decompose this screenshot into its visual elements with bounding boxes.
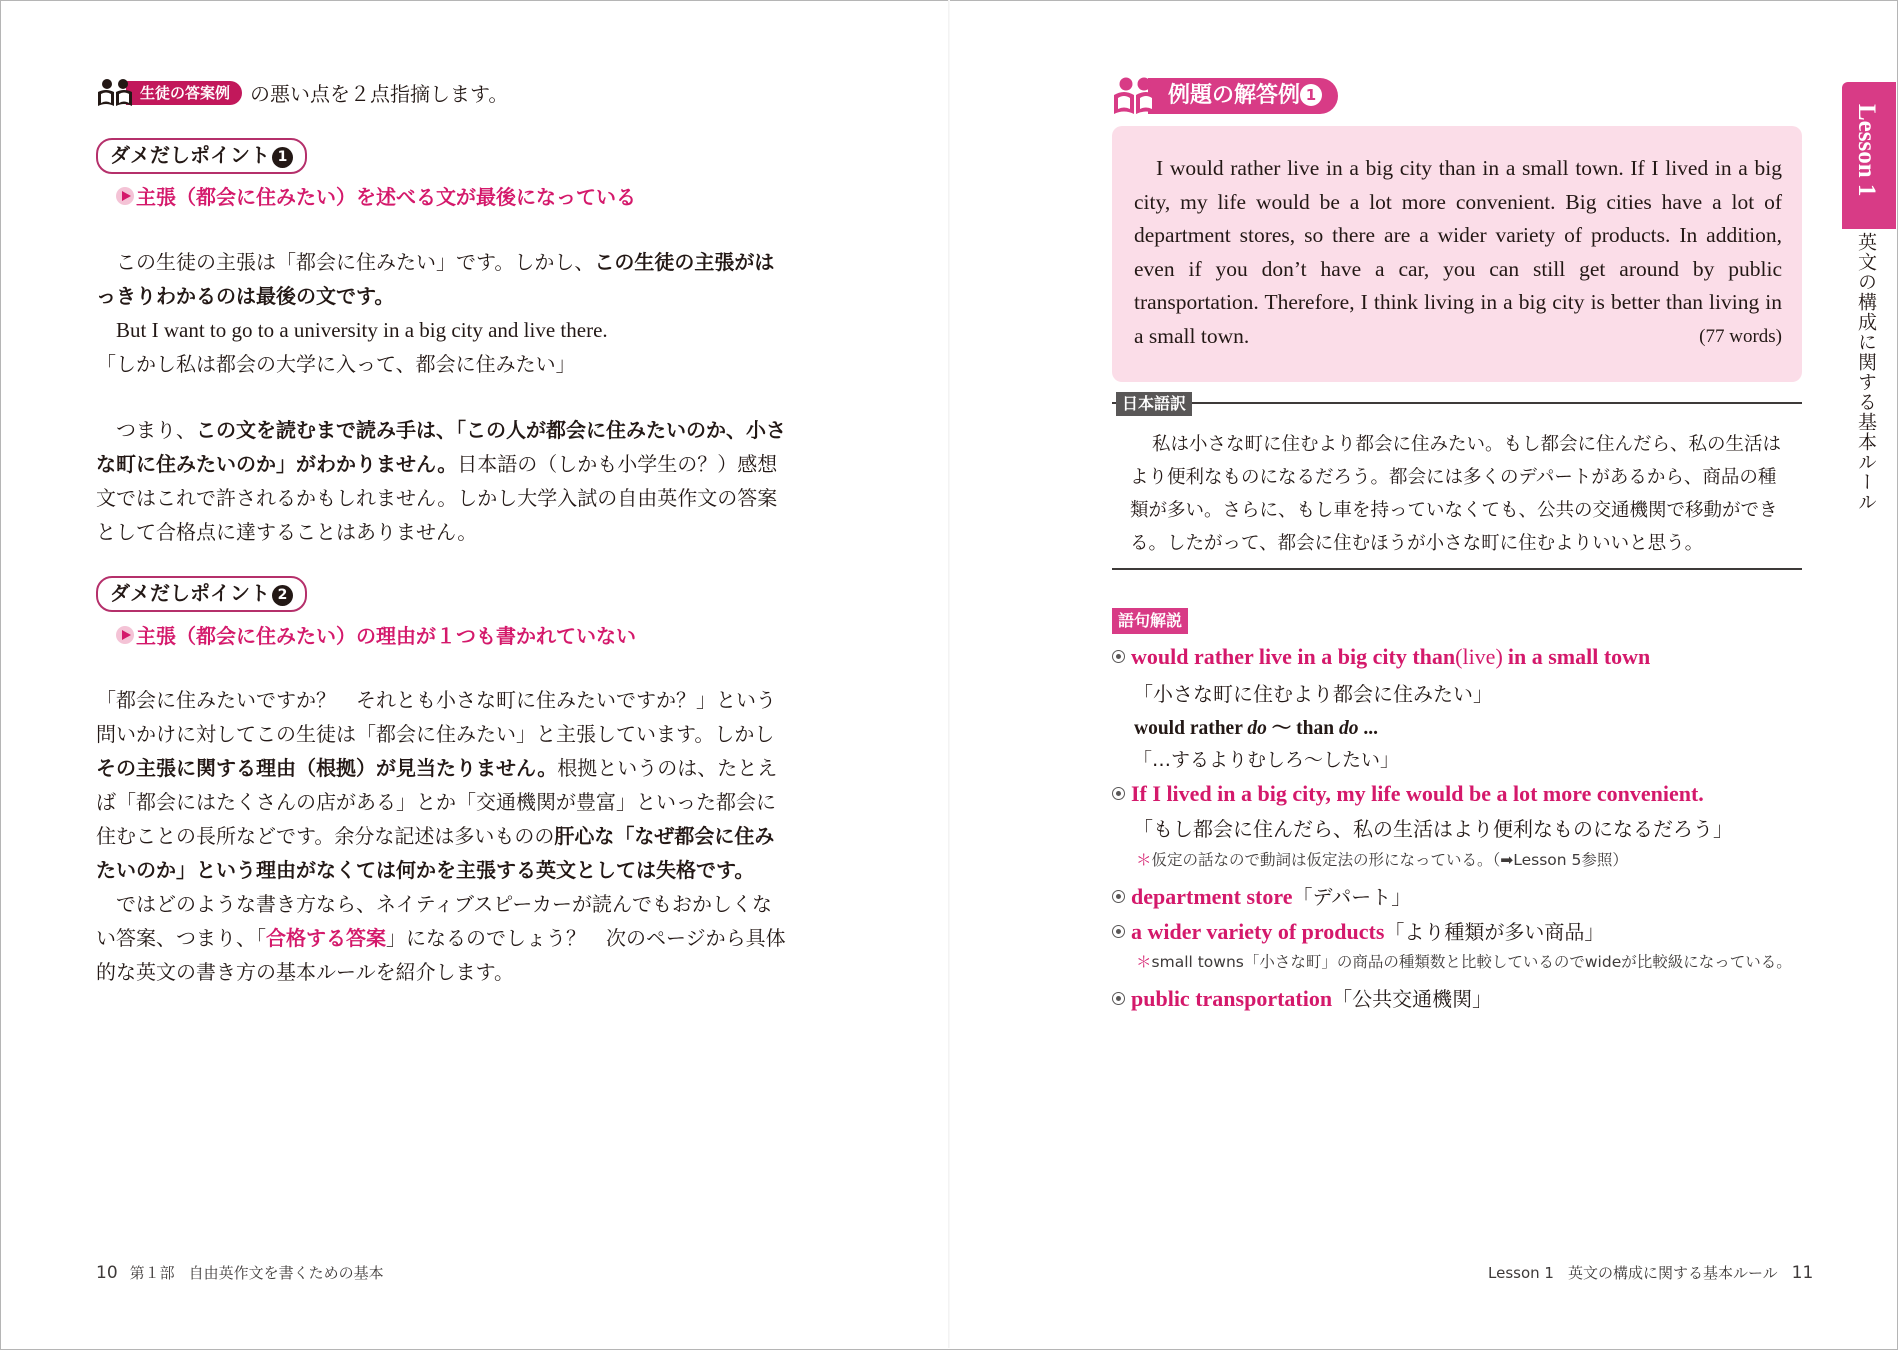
japanese-translation-section	[1112, 394, 1802, 570]
students-book-icon	[1112, 76, 1158, 116]
paragraph-3-emphasis-2: 肝心な「なぜ都会に住みたいのか」という理由がなくては何かを主張する英文としては失格です。	[96, 824, 775, 882]
play-arrow-icon	[116, 626, 134, 644]
glossary-item-1: would rather live in a big city than(live) in a small town	[1112, 644, 1650, 670]
bullet-icon	[1112, 925, 1125, 938]
glossary-item-2: If I lived in a big city, my life would be a lot more convenient.	[1112, 781, 1704, 807]
paragraph-3-emphasis: その主張に関する理由（根拠）が見当たりません。	[96, 756, 558, 780]
student-answer-badge-label: 生徒の答案例	[126, 81, 242, 105]
bullet-icon	[1112, 992, 1125, 1005]
example-japanese-translation: 「しかし私は都会の大学に入って、都会に住みたい」	[96, 352, 576, 376]
translation-text: 私は小さな町に住むより都会に住みたい。もし都会に住んだら、私の生活はより便利なものになるだろう。都会には多くのデパートがあるから、商品の種類が多い。さらに、もし車を持っていなくても、公共の交通機関で移動ができる。したがって、都会に住むほうが小さな町に住むよりいいと思う。	[1130, 434, 1782, 554]
example-answer-heading-label: 例題の解答例 1	[1148, 78, 1338, 114]
glossary-item-1-jp: 「小さな町に住むより都会に住みたい」	[1133, 682, 1493, 706]
dame-point-1	[96, 138, 786, 174]
glossary-item-5: public transportation「公共交通機関」	[1112, 983, 1492, 1012]
word-count: (77 words)	[1699, 326, 1782, 347]
students-book-icon	[96, 78, 134, 108]
point-number-badge: 2	[272, 585, 293, 606]
student-answer-badge	[96, 79, 242, 107]
page-gutter	[948, 0, 950, 1348]
bullet-icon	[1112, 787, 1125, 800]
right-footer: Lesson 1 英文の構成に関する基本ルール 11	[1488, 1263, 1814, 1283]
lesson-side-title: 英文の構成に関する基本ルール	[1855, 232, 1877, 512]
glossary-label: 語句解説	[1112, 608, 1188, 634]
example-english-sentence: But I want to go to a university in a big city and live there.	[116, 318, 608, 342]
answer-box	[1112, 126, 1802, 382]
glossary-item-3: department store「デパート」	[1112, 881, 1411, 910]
answer-text: I would rather live in a big city than in a small town. If I lived in a big city, my life would be a lot more convenient. Big cities have a lot of department stores, so there are a wider variety of products. In addition, even if you don’t have a car, you can still get around by public transportation. Therefore, I think living in a big city is better than living in a small town.	[1134, 156, 1782, 348]
example-answer-heading	[1112, 76, 1802, 116]
bullet-icon	[1112, 650, 1125, 663]
dame-point-1-sub: 主張（都会に住みたい）を述べる文が最後になっている	[116, 181, 806, 210]
page-number-left: 10	[96, 1263, 118, 1283]
lesson-tab-divider	[1842, 227, 1896, 229]
dame-point-2	[96, 576, 786, 612]
page-number-right: 11	[1791, 1263, 1814, 1283]
translation-label: 日本語訳	[1116, 392, 1192, 416]
paragraph-1: この生徒の主張は「都会に住みたい」です。しかし、この生徒の主張がはっきりわかるのは最後の文です。 But I want to go to a university in a big city and live there. 「しかし私は都会の大学に入って、都会に住みたい」	[96, 245, 786, 381]
point-number-badge: 1	[272, 147, 293, 168]
glossary-item-2-jp: 「もし都会に住んだら、私の生活はより便利なものになるだろう」	[1133, 817, 1733, 841]
dame-point-2-label: ダメだしポイント 2	[96, 576, 307, 612]
glossary-item-4: a wider variety of products「より種類が多い商品」	[1112, 916, 1604, 945]
passing-answer-highlight: 合格する答案	[266, 926, 386, 950]
paragraph-2: つまり、この文を読むまで読み手は、「この人が都会に住みたいのか、小さな町に住みたいのか」がわかりません。日本語の（しかも小学生の？）感想文ではこれで許されるかもしれません。しかし大学入試の自由英作文の答案として合格点に達することはありません。	[96, 418, 786, 544]
bullet-icon	[1112, 890, 1125, 903]
dame-point-1-label: ダメだしポイント 1	[96, 138, 307, 174]
play-arrow-icon	[116, 187, 134, 205]
glossary-item-2-note: ＊仮定の話なので動詞は仮定法の形になっている。（➡Lesson 5参照）	[1136, 851, 1628, 869]
glossary-item-4-note: ＊small towns「小さな町」の商品の種類数と比較しているのでwideが比較級になっている。	[1136, 953, 1792, 971]
paragraph-2-emphasis: この文を読むまで読み手は、「この人が都会に住みたいのか、小さな町に住みたいのか」がわかりません。	[96, 418, 786, 476]
grammar-pattern-jp: 「…するよりむしろ〜したい」	[1133, 749, 1400, 771]
intro-line	[96, 78, 786, 107]
example-number-badge: 1	[1300, 84, 1322, 106]
intro-text: の悪い点を２点指摘します。	[250, 82, 509, 106]
grammar-pattern: would rather do 〜 than do ...	[1134, 718, 1378, 739]
left-footer: 10 第１部 自由英作文を書くための基本	[96, 1263, 384, 1283]
lesson-tab-label: Lesson 1	[1853, 104, 1880, 197]
paragraph-3: 「都会に住みたいですか？ それとも小さな町に住みたいですか？」という問いかけに対してこの生徒は「都会に住みたい」と主張しています。しかしその主張に関する理由（根拠）が見当たりません。根拠というのは、たとえば「都会にはたくさんの店がある」とか「交通機関が豊富」といった都会に住むことの長所などです。余分な記述は多いものの肝心な「なぜ都会に住みたいのか」という理由がなくては何かを主張する英文としては失格です。 ではどのような書き方なら、ネイティブスピーカーが読んでもおかしくない答案、つまり、「合格する答案」になるのでしょう？ 次のページから具体的な英文の書き方の基本ルールを紹介します。	[96, 688, 786, 984]
paragraph-1-emphasis: この生徒の主張がはっきりわかるのは最後の文です。	[96, 250, 775, 308]
dame-point-2-sub: 主張（都会に住みたい）の理由が１つも書かれていない	[116, 620, 806, 649]
